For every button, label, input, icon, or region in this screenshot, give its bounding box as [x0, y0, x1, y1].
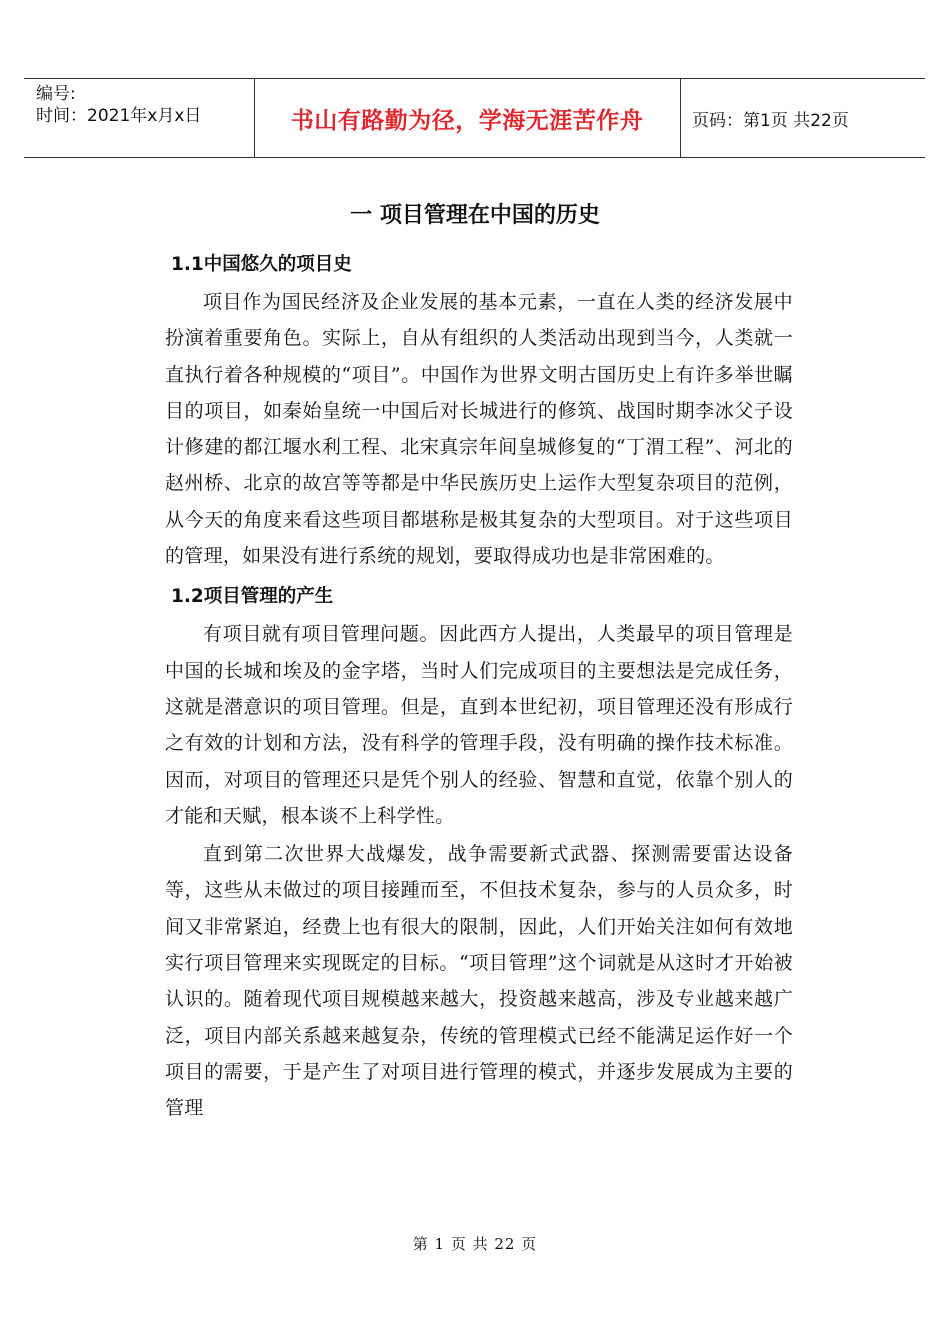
time-label: 时间：2021年x月x日: [36, 106, 202, 126]
number-label: 编号:: [36, 84, 76, 104]
section-1-1: [165, 248, 793, 574]
section-1-2: [165, 580, 793, 1126]
header-page-label: 页码：第1页 共22页: [692, 111, 849, 131]
document-header: [24, 78, 925, 158]
paragraph: 直到第二次世界大战爆发，战争需要新式武器、探测需要雷达设备等，这些从未做过的项目接踵而至，不但技术复杂，参与的人员众多，时间又非常紧迫，经费上也有很大的限制，因此，人们开始关注如何有效地实行项目管理来实现既定的目标。“项目管理”这个词就是从这时才开始被认识的。随着现代项目规模越来越大，投资越来越高，涉及专业越来越广泛，项目内部关系越来越复杂，传统的管理模式已经不能满足运作好一个项目的需要，于是产生了对项目进行管理的模式，并逐步发展成为主要的管理: [165, 843, 793, 1120]
paragraph: 有项目就有项目管理问题。因此西方人提出，人类最早的项目管理是中国的长城和埃及的金字塔，当时人们完成项目的主要想法是完成任务，这就是潜意识的项目管理。但是，直到本世纪初，项目管理还没有形成行之有效的计划和方法，没有科学的管理手段，没有明确的操作技术标准。因而，对项目的管理还只是凭个别人的经验、智慧和直觉，依靠个别人的才能和天赋，根本谈不上科学性。: [165, 623, 793, 827]
header-divider: [680, 79, 681, 157]
page-footer: 第 1 页 共 22 页: [412, 1235, 538, 1253]
document-title: 一 项目管理在中国的历史: [350, 203, 600, 228]
section-heading: 1.1中国悠久的项目史: [171, 254, 352, 275]
header-meta: [36, 83, 201, 127]
paragraph: 项目作为国民经济及企业发展的基本元素，一直在人类的经济发展中扮演着重要角色。实际上，自从有组织的人类活动出现到当今，人类就一直执行着各种规模的“项目”。中国作为世界文明古国历史上有许多举世瞩目的项目，如秦始皇统一中国后对长城进行的修筑、战国时期李冰父子设计修建的都江堰水利工程、北宋真宗年间皇城修复的“丁渭工程”、河北的赵州桥、北京的故宫等等都是中华民族历史上运作大型复杂项目的范例，从今天的角度来看这些项目都堪称是极其复杂的大型项目。对于这些项目的管理，如果没有进行系统的规划，要取得成功也是非常困难的。: [165, 291, 793, 568]
section-heading: 1.2项目管理的产生: [171, 586, 334, 608]
document-body: [165, 248, 793, 1127]
header-motto: 书山有路勤为径，学海无涯苦作舟: [290, 108, 644, 134]
